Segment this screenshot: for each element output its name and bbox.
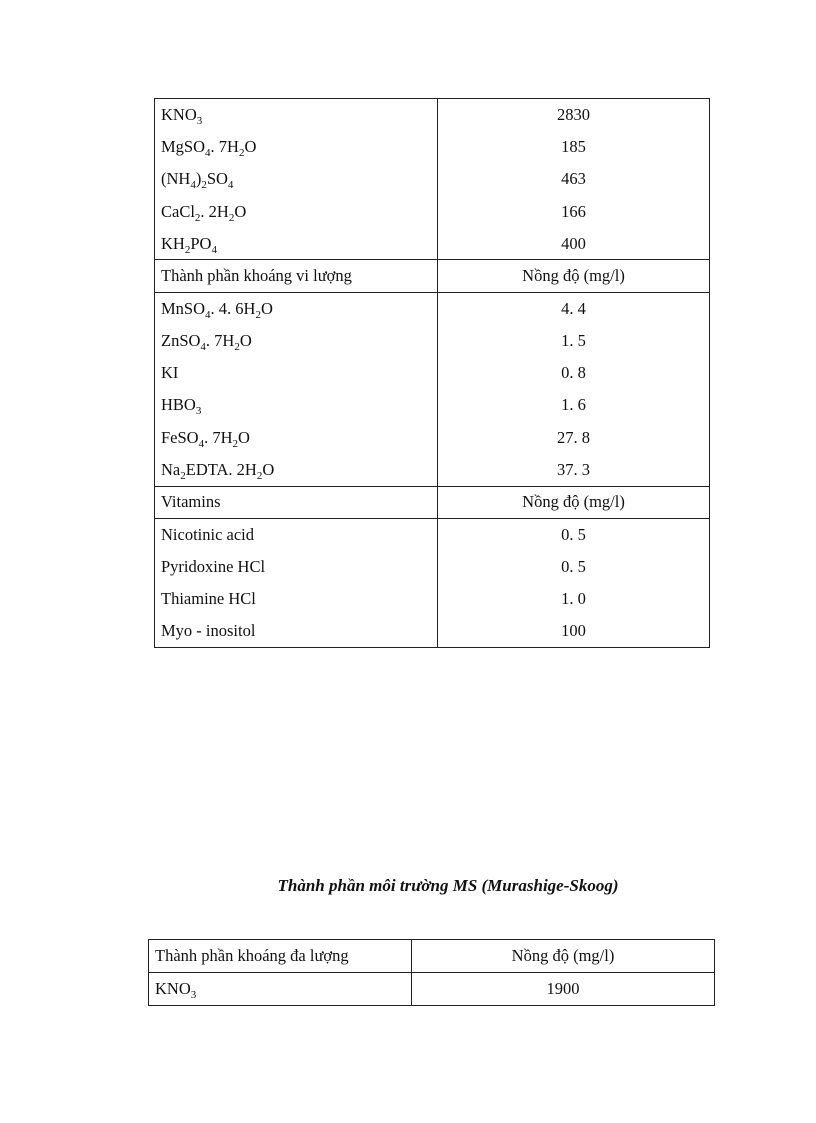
column-header-concentration: Nồng độ (mg/l): [438, 260, 710, 292]
concentration-value: 0. 5: [438, 551, 710, 583]
concentration-value: 0. 5: [438, 518, 710, 550]
micronutrient-vitamin-table: [154, 98, 710, 648]
component-name: $KNO_3$: [149, 973, 412, 1006]
table-row: [155, 357, 710, 389]
table-row: [155, 518, 710, 550]
concentration-value: 27. 8: [438, 421, 710, 453]
component-name: $KH_2PO_4$: [155, 228, 438, 260]
column-header-component: Thành phần khoáng vi lượng: [155, 260, 438, 292]
table2-body: [149, 940, 715, 1006]
component-name: Myo - inositol: [155, 615, 438, 647]
column-header-concentration: Nồng độ (mg/l): [412, 940, 715, 973]
ms-medium-table: [148, 939, 715, 1006]
component-name: KI: [155, 357, 438, 389]
component-name: MgSO$_4$. $7H_2O$: [155, 131, 438, 163]
table-row: [155, 615, 710, 647]
component-name: ZnSO$_4$. $7H_2O$: [155, 325, 438, 357]
section-title: Thành phần môi trường MS (Murashige-Skoog): [277, 876, 619, 895]
component-name: MnSO$_4$. 4. $6H_2O$: [155, 292, 438, 324]
table-row: [155, 163, 710, 195]
subscript: 2: [201, 179, 207, 192]
table-row: [155, 551, 710, 583]
table-row: [155, 421, 710, 453]
subscript: 3: [190, 989, 197, 1001]
component-name: $(NH_4)_2SO_4$: [155, 163, 438, 195]
component-name: $KNO_3$: [155, 99, 438, 131]
concentration-value: 4. 4: [438, 292, 710, 324]
subscript: 4: [211, 243, 217, 256]
subscript: 4: [190, 179, 196, 192]
concentration-value: 185: [438, 131, 710, 163]
table-row: [155, 131, 710, 163]
subscript: 2: [255, 308, 261, 321]
component-name: CaCl$_2$. $2H_2O$: [155, 195, 438, 227]
concentration-value: 100: [438, 615, 710, 647]
subscript: 2: [194, 211, 201, 224]
table-header-row: [155, 486, 710, 518]
subscript: 2: [228, 211, 235, 224]
concentration-value: 1900: [412, 973, 715, 1006]
subscript: 2: [256, 469, 263, 482]
subscript: 2: [234, 340, 240, 353]
concentration-value: 2830: [438, 99, 710, 131]
subscript: 2: [232, 437, 239, 450]
component-name: Pyridoxine HCl: [155, 551, 438, 583]
table-header-row: [149, 940, 715, 973]
concentration-value: 166: [438, 195, 710, 227]
subscript: 4: [227, 179, 234, 192]
table-row: [155, 195, 710, 227]
subscript: 2: [180, 469, 186, 482]
column-header-component: Vitamins: [155, 486, 438, 518]
table-row: [155, 99, 710, 131]
subscript: 4: [205, 308, 211, 321]
subscript: 4: [200, 340, 206, 353]
table1-body: [155, 99, 710, 648]
subscript: 2: [184, 243, 191, 256]
concentration-value: 463: [438, 163, 710, 195]
component-name: FeSO$_4$. $7H_2O$: [155, 421, 438, 453]
table-header-row: [155, 260, 710, 292]
component-name: $HBO_3$: [155, 389, 438, 421]
component-name: Nicotinic acid: [155, 518, 438, 550]
concentration-value: 1. 5: [438, 325, 710, 357]
subscript: 3: [196, 114, 203, 127]
table-row: [155, 454, 710, 486]
concentration-value: 1. 0: [438, 583, 710, 615]
table-row: [155, 389, 710, 421]
concentration-value: 400: [438, 228, 710, 260]
column-header-concentration: Nồng độ (mg/l): [438, 486, 710, 518]
subscript: 2: [238, 146, 245, 159]
concentration-value: 1. 6: [438, 389, 710, 421]
table-row: [155, 583, 710, 615]
table-row: [155, 228, 710, 260]
concentration-value: 0. 8: [438, 357, 710, 389]
column-header-component: Thành phần khoáng đa lượng: [149, 940, 412, 973]
component-name: $Na_2EDTA$. $2H_2O$: [155, 454, 438, 486]
table-row: [155, 292, 710, 324]
subscript: 4: [198, 437, 205, 450]
component-name: Thiamine HCl: [155, 583, 438, 615]
table-row: [149, 973, 715, 1006]
concentration-value: 37. 3: [438, 454, 710, 486]
subscript: 3: [195, 405, 202, 418]
subscript: 4: [205, 146, 211, 159]
table-row: [155, 325, 710, 357]
